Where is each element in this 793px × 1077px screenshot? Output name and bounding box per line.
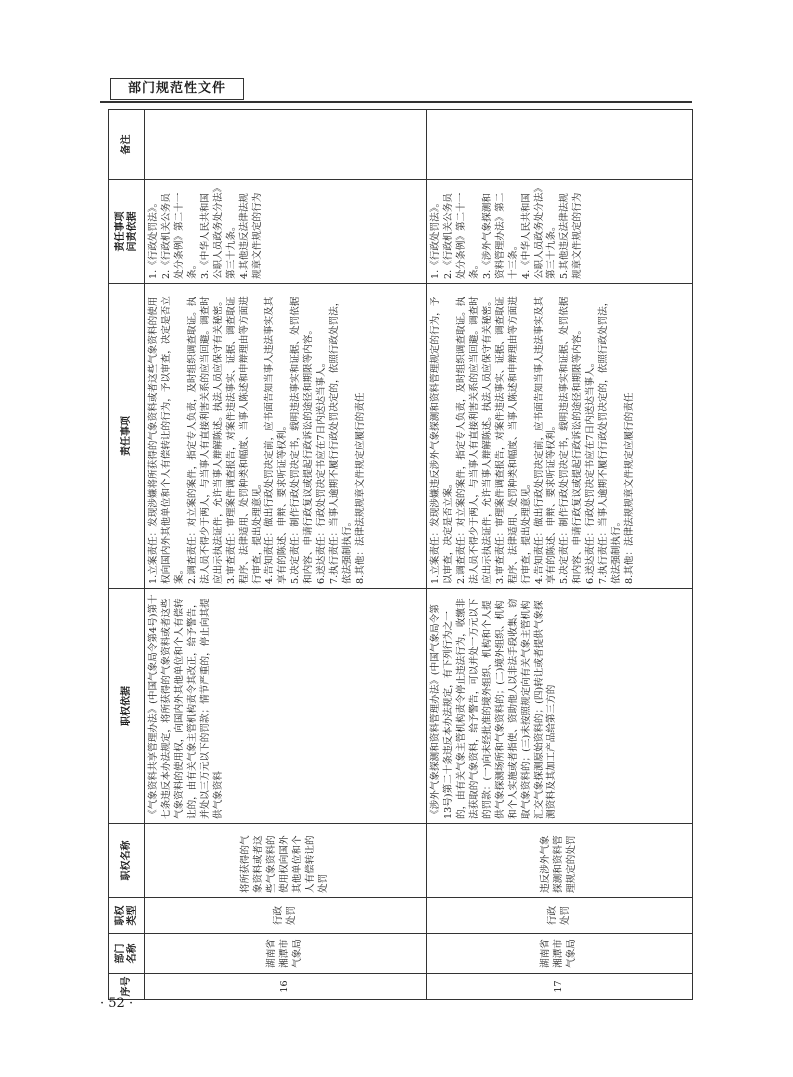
accountability-item: 2.《行政机关公务员处分条例》第二十一条。 — [160, 192, 198, 279]
accountability-item: 4.《中华人民共和国公职人员政务处分法》第三十九条。 — [520, 187, 558, 279]
responsibility-item: 6.送达责任：行政处罚决定书应在7日内送达当事人。 — [316, 357, 328, 584]
section-title: 部门规范性文件 — [110, 78, 244, 100]
row-type: 行政处罚 — [145, 898, 427, 934]
row-department: 湖南省湘潭市气象局 — [145, 934, 427, 974]
accountability-item: 4.其他违反法律法规规章文件规定的行为 — [238, 192, 263, 279]
accountability-item: 2.《行政机关公务员处分条例》第二十一条。 — [442, 192, 480, 279]
accountability-item: 3.《涉外气象探测和资料管理办法》第二十三条。 — [481, 192, 519, 279]
row-responsibilities — [145, 284, 427, 589]
col-header-basis: 职权依据 — [109, 589, 145, 824]
responsibility-item: 1.立案责任：发现涉嫌将所获得的气象资料或者这些气象资料的使用权向国内外其他单位和个人有偿转让的行为，予以审查，决定是否立案。 — [148, 296, 185, 584]
rotated-table-container — [108, 110, 693, 1000]
row-index: 17 — [427, 974, 693, 1000]
responsibility-item: 8.其他：法律法规规章文件规定应履行的责任 — [624, 392, 636, 584]
row-accountability — [145, 180, 427, 284]
row-basis: 《涉外气象探测和资料管理办法》(中国气象局令第13号)第二十条违反本办法规定，有下列行为之一的，由有关气象主管机构责令停止违法行为，收缴非法获取的气象资料，给予警告，可以并处一万元以下的罚款：(一)向未经批准的境外组织、机构和个人提供气象探测场所和气象资料的；(二)境外组织、机构和个人实施或者指使、资助他人以非法手段收集、窃取气象资料的；(三)未按照规定向有关气象主管机构汇交气象探测原始资料的；(四)转让或者提供气象探测资料及其加工产品给第三方的 — [427, 589, 693, 824]
col-header-name: 职权名称 — [109, 824, 145, 898]
responsibility-item: 7.执行责任：当事人逾期不履行行政处罚决定的，依照行政处罚法，依法强制执行。 — [329, 296, 354, 584]
row-name: 将所获得的气象资料或者这些气象资料的使用权向国外其他单位和个人有偿转让的处罚 — [145, 824, 427, 898]
row-responsibilities — [427, 284, 693, 589]
col-header-remark: 备注 — [109, 110, 145, 180]
responsibility-item: 4.告知责任：做出行政处罚决定前，应书面告知当事人违法事实及其享有的陈述、申辩、要求听证等权利。 — [533, 296, 558, 584]
row-remark — [427, 110, 693, 180]
responsibility-item: 6.送达责任：行政处罚决定书应在7日内送达当事人。 — [585, 357, 597, 584]
header-rule — [100, 101, 692, 103]
accountability-item: 3.《中华人民共和国公职人员政务处分法》第三十九条。 — [199, 187, 237, 279]
row-basis: 《气象资料共享管理办法》(中国气象局令第4号)第十七条违反本办法规定，将所获得的气象资料或者这些气象资料的使用权，向国内外其他单位和个人有偿转让的，由有关气象主管机构责令其改正，给予警告，并处以三万元以下的罚款；情节严重的，停止向其提供气象资料 — [145, 589, 427, 824]
table-header-row — [109, 110, 145, 1000]
responsibility-item: 3.审查责任：审理案件调查报告，对案件违法事实、证据、调查取证程序、法律适用、处罚种类和幅度、当事人陈述和申辩理由等方面进行审查，提出处理意见。 — [494, 296, 532, 584]
row-remark — [145, 110, 427, 180]
responsibility-item: 2.调查责任：对立案的案件，指定专人负责，及时组织调查取证。执法人员不得少于两人，与当事人有直接利害关系的应当回避。调查时应出示执法证件，允许当事人辩解陈述。执法人员应保守有关秘密。 — [455, 296, 493, 584]
col-header-accountability: 责任事项 问责依据 — [109, 180, 145, 284]
responsibility-item: 2.调查责任：对立案的案件，指定专人负责，及时组织调查取证。执法人员不得少于两人，与当事人有直接利害关系的应当回避。调查时应出示执法证件，允许当事人辩解陈述。执法人员应保守有关秘密。 — [186, 296, 224, 584]
responsibility-table — [108, 109, 693, 1000]
responsibility-item: 1.立案责任：发现涉嫌违反涉外气象探测和资料管理规定的行为，予以审查，决定是否立案。 — [430, 296, 454, 584]
accountability-item: 5.其他违反法律法规规章文件规定的行为 — [559, 192, 584, 279]
accountability-item: 1.《行政处罚法》。 — [148, 197, 159, 279]
responsibility-item: 8.其他：法律法规规章文件规定应履行的责任 — [355, 392, 366, 584]
accountability-item: 1.《行政处罚法》。 — [430, 197, 442, 279]
responsibility-item: 5.决定责任：制作行政处罚决定书，载明违法事实和证据、处罚依据和内容、申请行政复议或提起行政诉讼的途径和期限等内容。 — [559, 296, 584, 584]
col-header-index: 序号 — [109, 974, 145, 1000]
col-header-responsibilities: 责任事项 — [109, 284, 145, 589]
table-row — [427, 110, 693, 1000]
responsibility-item: 3.审查责任：审理案件调查报告，对案件违法事实、证据、调查取证程序、法律适用、处罚种类和幅度、当事人陈述和申辩理由等方面进行审查，提出处理意见。 — [225, 296, 263, 584]
row-accountability — [427, 180, 693, 284]
table-row — [145, 110, 427, 1000]
row-department: 湖南省湘潭市气象局 — [427, 934, 693, 974]
responsibility-item: 5.决定责任：制作行政处罚决定书，载明违法事实和证据、处罚依据和内容、申请行政复议或提起行政诉讼的途径和期限等内容。 — [290, 296, 315, 584]
page-number: · 52 · — [100, 996, 134, 1011]
col-header-type: 职权 类型 — [109, 898, 145, 934]
row-type: 行政处罚 — [427, 898, 693, 934]
row-index: 16 — [145, 974, 427, 1000]
responsibility-item: 4.告知责任：做出行政处罚决定前，应书面告知当事人违法事实及其享有的陈述、申辩、要求听证等权利。 — [264, 296, 289, 584]
col-header-department: 部门 名称 — [109, 934, 145, 974]
row-name: 违反涉外气象探测和资料管理规定的处罚 — [427, 824, 693, 898]
responsibility-item: 7.执行责任：当事人逾期不履行行政处罚决定的，依照行政处罚法，依法强制执行。 — [598, 296, 623, 584]
